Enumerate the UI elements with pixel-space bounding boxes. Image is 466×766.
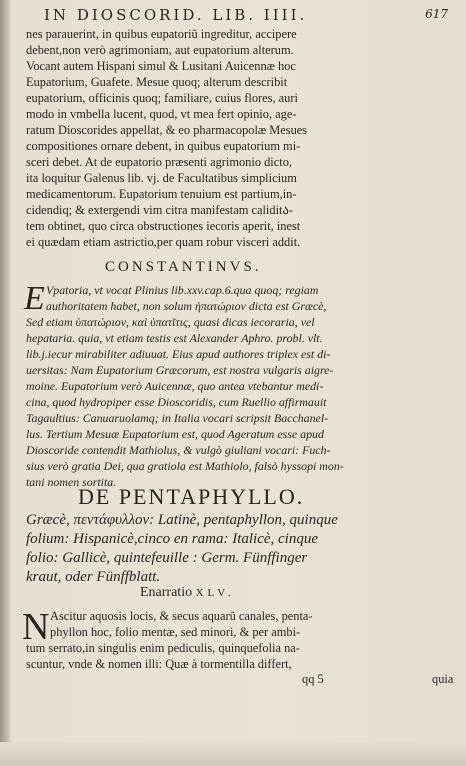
running-head — [22, 4, 452, 26]
text-line: tem obtinet, quo circa obstructiones iecoris aperit, inest — [26, 219, 301, 233]
text-line: Ascitur aquosis locis, & secus aquarũ canales, penta- — [50, 609, 313, 623]
catchword: quia — [432, 672, 454, 686]
drop-cap-n: N — [22, 606, 50, 648]
text-line: medicamentorum. Eupatorium tenuium est partium,in- — [26, 187, 297, 201]
text-line: compositiones ornare debent, in quibus eupatorium mi- — [26, 139, 301, 153]
text-line: ita loquitur Galenus lib. vj. de Facultatibus simplicium — [26, 171, 297, 185]
text-line: sceri debet. At de eupatorio præsenti agrimonio dicto, — [26, 155, 292, 169]
text-line: debent,non verò agrimoniam, aut eupatorium alterum. — [26, 43, 294, 57]
synonym-line: folio: Gallicè, quintefeuille : Germ. Fünffinger — [26, 550, 308, 566]
text-line: modo in vmbella lucent, quod, vt mea fert opinio, age- — [26, 107, 297, 121]
text-line: lib.j.iecur mirabiliter adiuuat. Eius apud authores triplex est di- — [26, 347, 331, 361]
chapter-heading-pentaphyllo: DE PENTAPHYLLO. — [78, 484, 305, 509]
text-line: Vpatoria, vt vocat Plinius lib.xxv.cap.6.qua quoq; regiam — [46, 283, 319, 297]
text-line: cidendiq; & extergendi vim citra manifestam caliditა- — [26, 203, 293, 217]
text-line: Sed etiam ὑπατώριον, καὶ ὑπατῖτις, quasi dicas iecoraria, vel — [26, 315, 315, 329]
text-line: hepataria. quia, vt etiam testis est Alexander Aphro. probl. vlt. — [26, 331, 323, 345]
text-line: Eupatorium, Guafete. Mesue quoq; alterum describit — [26, 75, 288, 89]
drop-cap-e: E — [24, 280, 45, 317]
text-line: Dioscoride contendit Mathiolus, & vulgò giuliani vocari: Fuch- — [26, 443, 331, 457]
synonym-line: kraut, oder Fünffblatt. — [26, 569, 161, 585]
page-number: 617 — [425, 7, 448, 21]
section-heading-constantinus: CONSTANTINVS. — [105, 259, 262, 275]
text-line: Tagaultius: Canuaruolamq; in Italia vocari scripsit Bacchanel- — [26, 411, 329, 425]
text-line: phyllon hoc, folio mentæ, sed minori, & per ambi- — [50, 625, 301, 639]
page-gutter-shadow — [0, 0, 10, 766]
enarratio-number: XLV. — [195, 587, 235, 599]
page-bottom-edge — [0, 742, 466, 766]
text-line: authoritatem habet, non solum ἡπατώριον dicta est Græcè, — [46, 299, 327, 313]
synonym-line: folium: Hispanicè,cinco en rama: Italicè, cinque — [26, 531, 319, 547]
text-line: Vocant autem Hispani simul & Lusitani Auicennæ hoc — [26, 59, 296, 73]
text-line: uersitas: Nam Eupatorium Græcorum, est nostra vulgaris aigre- — [26, 363, 334, 377]
text-line: cina, quod hydropiper esse Dioscoridis, cum Ruellio affirmauit — [26, 395, 327, 409]
text-line: ratum Dioscorides appellat, & eo pharmacopolæ Mesues — [26, 123, 308, 137]
signature-mark: qq 5 — [302, 672, 324, 686]
text-line: ei quædam etiam astrictio,per quam robur visceri addit. — [26, 235, 301, 249]
text-line: moine. Eupatorium verò Auicennæ, quo antea vtebantur medi- — [26, 379, 324, 393]
text-line: nes parauerint, in quibus eupatoriũ ingreditur, accipere — [26, 27, 297, 41]
text-line: lus. Tertium Mesuæ Eupatorium est, quod Ageratum esse apud — [26, 427, 324, 441]
text-line: sius verò gratia Dei, qua gratiola est Mathiolo, falsò hyssopi mon- — [26, 459, 344, 473]
page-footer — [26, 672, 456, 688]
text-line: scuntur, vnde & nomen illi: Quæ à tormentilla differt, — [26, 657, 292, 671]
enarratio-word: Enarratio — [140, 585, 193, 600]
text-line: tum serrato,in singulis enim pediculis, quinquefolia na- — [26, 641, 300, 655]
text-line: eupatorium, officinis quoq; familiare, cuius flores, auri — [26, 91, 298, 105]
running-title: IN DIOSCORID. LIB. IIII. — [44, 6, 308, 24]
synonym-line: Græcè, πεντάφυλλον: Latinè, pentaphyllon, quinque — [26, 512, 338, 528]
text-line: tani nomen sortita. — [26, 475, 117, 489]
enarratio-heading — [140, 585, 380, 605]
